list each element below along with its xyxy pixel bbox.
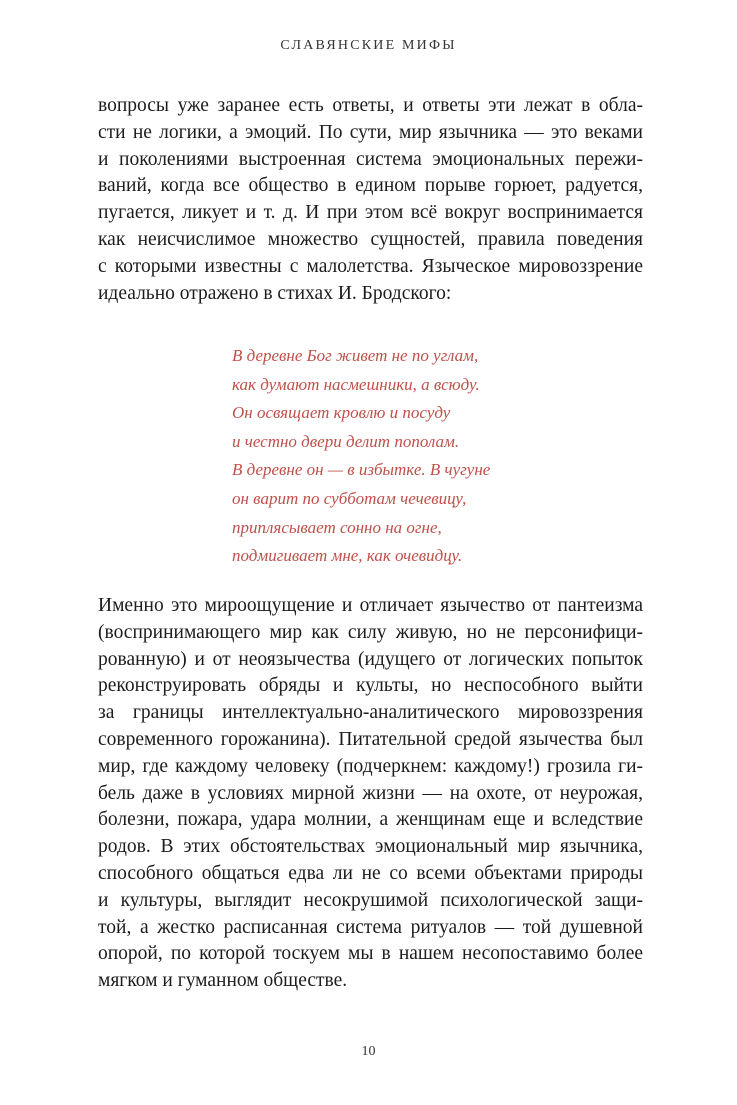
running-title: СЛАВЯНСКИЕ МИФЫ bbox=[280, 38, 457, 53]
text-line: как неисчислимое множество сущностей, правила поведения bbox=[98, 228, 643, 250]
text-line: современного горожанина). Питательной средой язычества был bbox=[98, 728, 643, 750]
text-line: мир, где каждому человеку (подчеркнем: каждому!) грозила ги- bbox=[98, 755, 643, 777]
text-line: и культуры, выглядит несокрушимой психологической защи- bbox=[98, 889, 643, 911]
text-line: рованную) и от неоязычества (идущего от логических попыток bbox=[98, 648, 643, 670]
text-line: Именно это мироощущение и отличает язычество от пантеизма bbox=[98, 595, 643, 616]
poem-line: В деревне Бог живет не по углам, bbox=[232, 346, 479, 365]
text-line: вопросы уже заранее есть ответы, и ответы эти лежат в обла- bbox=[98, 95, 643, 116]
text-line: мягком и гуманном обществе. bbox=[98, 970, 348, 992]
page-number: 10 bbox=[361, 1044, 376, 1059]
text-line: с которыми известны с малолетства. Языческое мировоззрение bbox=[98, 255, 643, 277]
text-line: способного общаться едва ли не со всеми объектами природы bbox=[98, 862, 643, 884]
text-line: реконструировать обряды и культы, но неспособного выйти bbox=[98, 675, 643, 697]
text-line: опорой, по которой тоскуем мы в нашем несопоставимо более bbox=[98, 943, 643, 965]
text-line: идеально отражено в стихах И. Бродского: bbox=[98, 282, 452, 304]
text-line: болезни, пожара, удара молнии, а женщинам еще и вследствие bbox=[98, 809, 643, 831]
poem-line: Он освящает кровлю и посуду bbox=[232, 403, 451, 423]
poem-line: как думают насмешники, а всюду. bbox=[232, 374, 480, 394]
poem-line: приплясывает сонно на огне, bbox=[232, 517, 442, 537]
text-line: пугается, ликует и т. д. И при этом всё вокруг воспринимается bbox=[98, 202, 643, 224]
text-line: родов. В этих обстоятельствах эмоциональный мир язычника, bbox=[98, 836, 643, 858]
poem-line: подмигивает мне, как очевидцу. bbox=[232, 546, 463, 566]
text-line: сти не логики, а эмоций. По сути, мир язычника — это веками bbox=[98, 121, 643, 143]
poem-quote bbox=[232, 342, 592, 571]
poem-line: В деревне он — в избытке. В чугуне bbox=[232, 460, 491, 480]
poem-line: и честно двери делит пополам. bbox=[232, 431, 460, 451]
body-paragraph-2 bbox=[98, 593, 643, 995]
text-line: и поколениями выстроенная система эмоциональных пережи- bbox=[98, 148, 643, 170]
body-paragraph-1 bbox=[98, 93, 643, 307]
text-line: бель даже в условиях мирной жизни — на охоте, от неурожая, bbox=[98, 782, 643, 804]
text-line: той, а жестко расписанная система ритуалов — той душевной bbox=[98, 916, 643, 938]
text-line: за границы интеллектуально-аналитического мировоззрения bbox=[98, 702, 643, 724]
text-line: ваний, когда все общество в едином порыве горюет, радуется, bbox=[98, 175, 643, 197]
text-line: (воспринимающего мир как силу живую, но не персонифици- bbox=[98, 621, 643, 643]
poem-line: он варит по субботам чечевицу, bbox=[232, 488, 467, 508]
